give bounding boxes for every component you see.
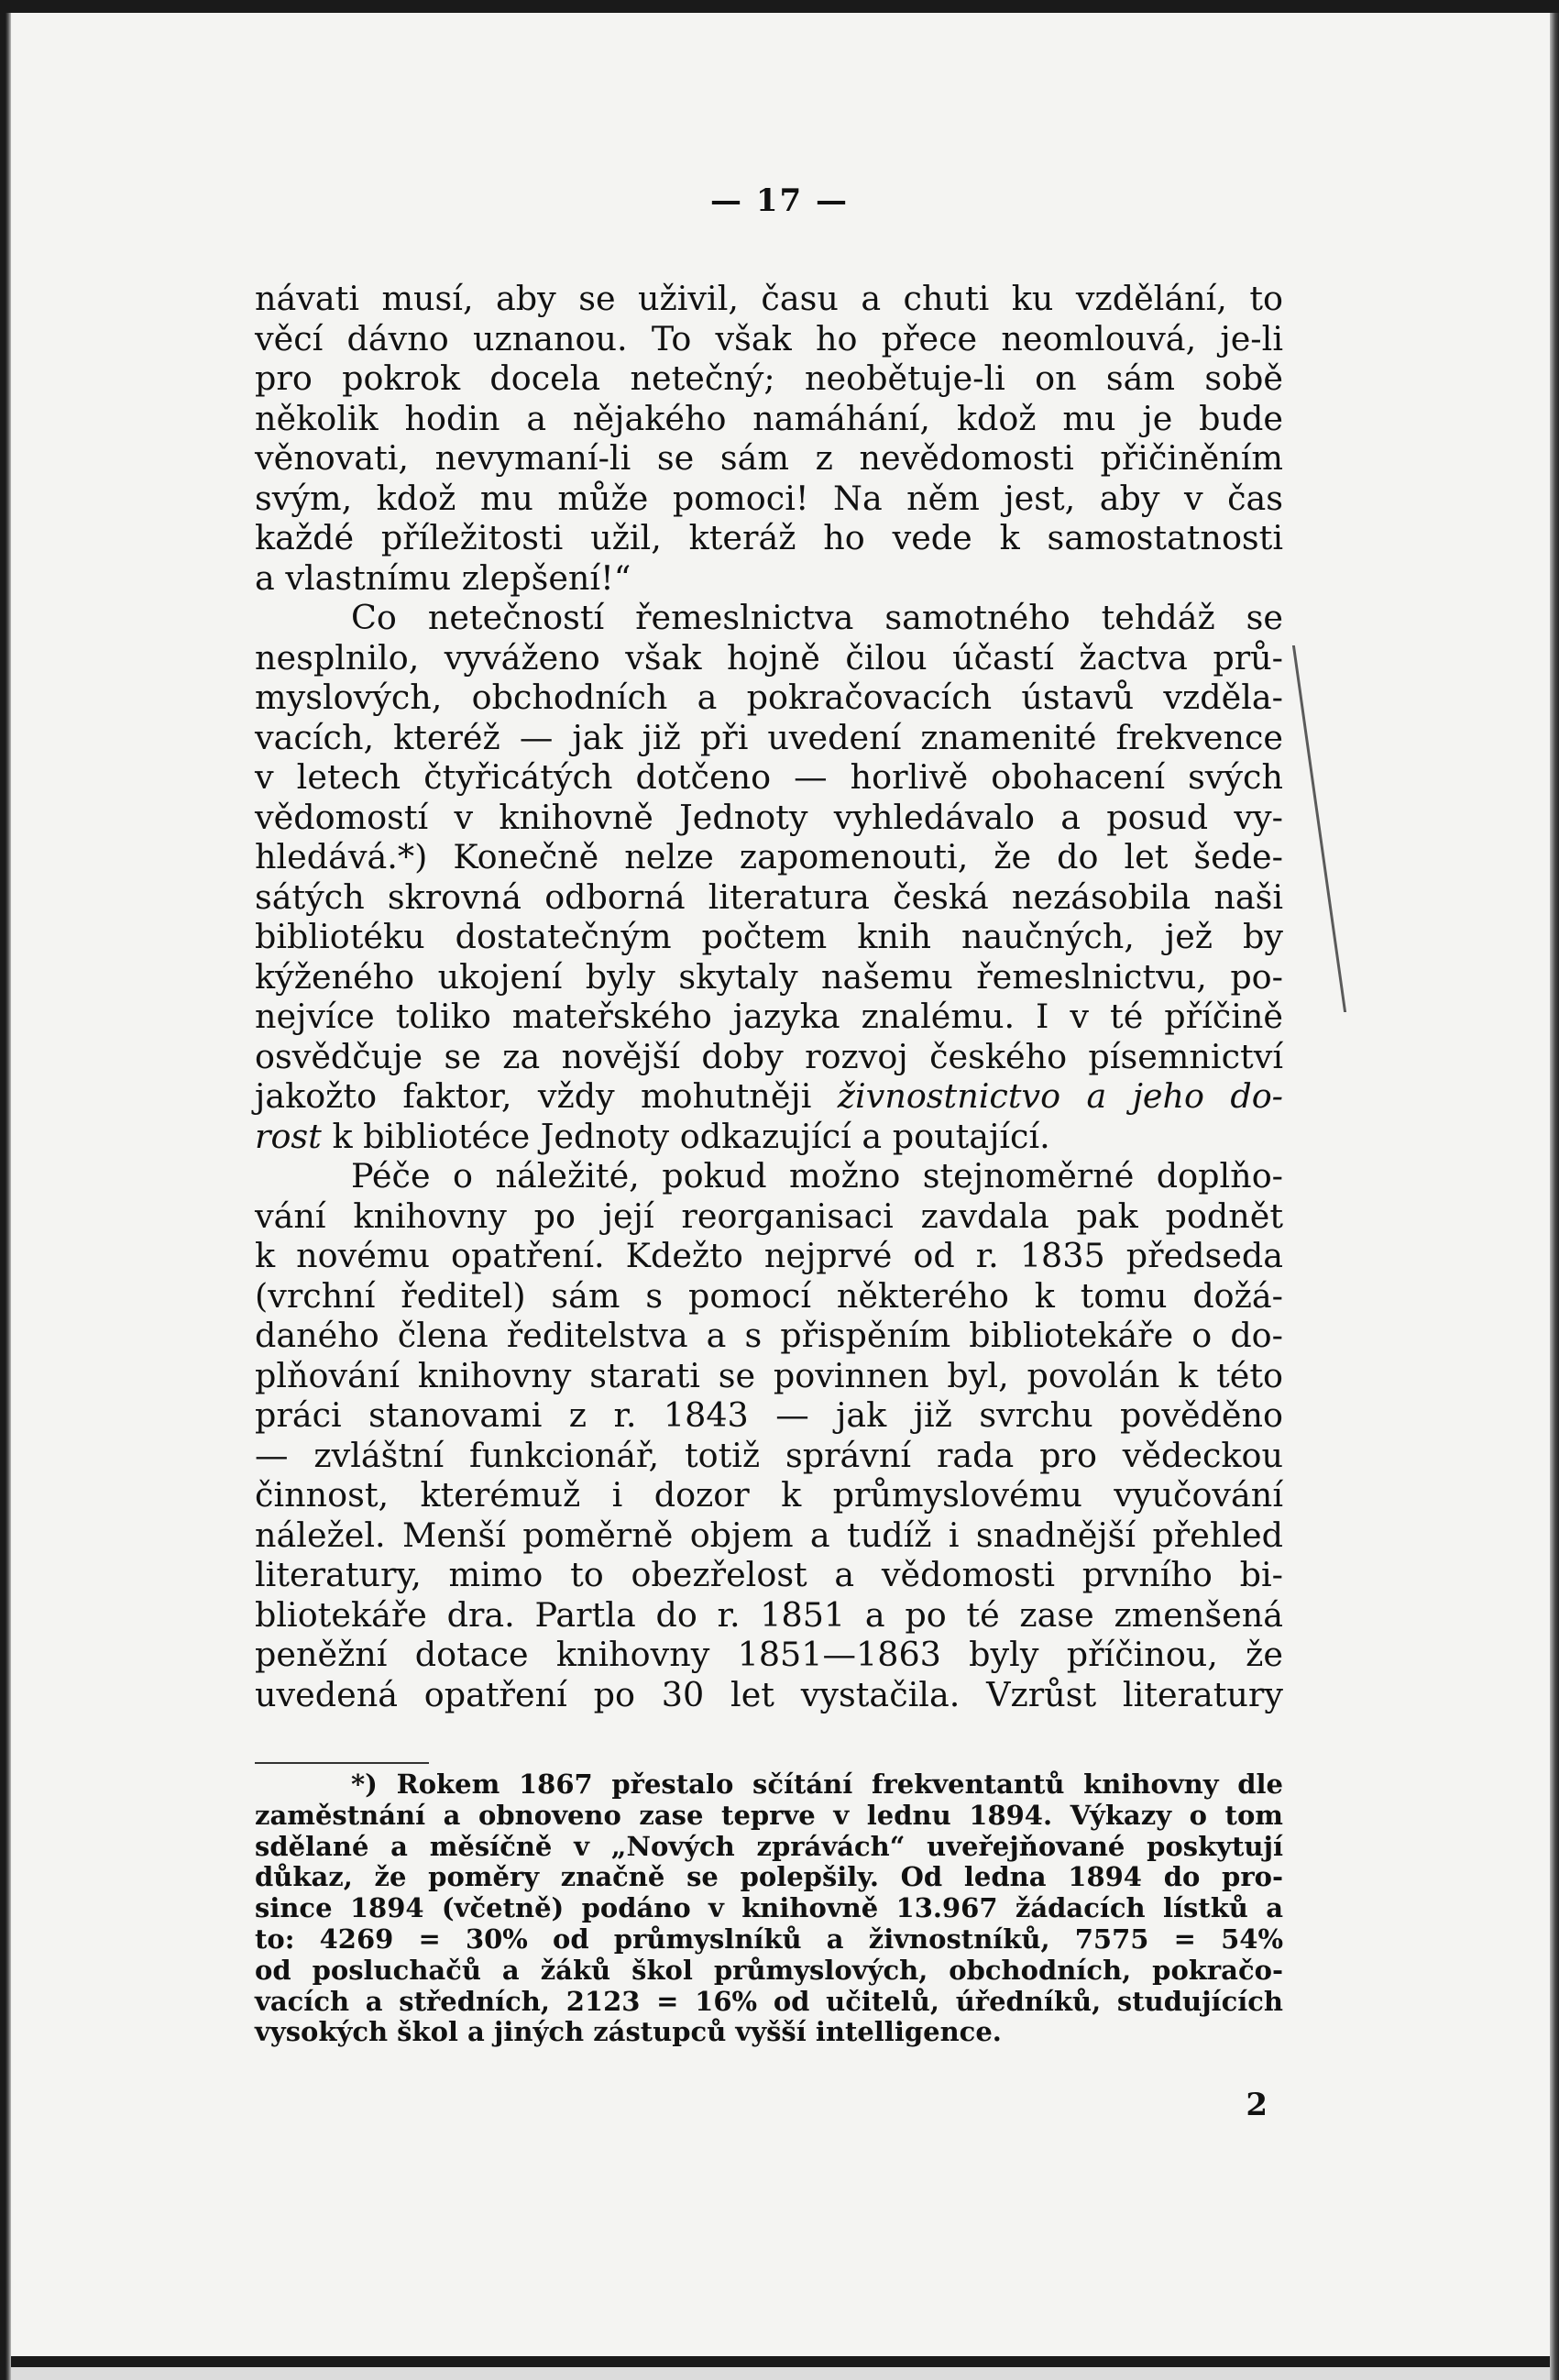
text-line: myslových, obchodních a pokračovacích ústavů vzděla- bbox=[255, 678, 1283, 717]
text-line: nesplnilo, vyváženo však hojně čilou účastí žactva prů- bbox=[255, 637, 1283, 678]
page-number: — 17 — bbox=[710, 182, 849, 219]
italic-phrase: živnostnictvo a jeho do- bbox=[837, 1076, 1284, 1116]
signature-mark: 2 bbox=[1246, 2087, 1268, 2123]
footnote-line: zaměstnání a obnoveno zase teprve v lednu 1894. Výkazy o tom bbox=[255, 1799, 1283, 1831]
text-segment: k bibliotéce Jednoty odkazující a poutající. bbox=[332, 1116, 1050, 1156]
footnote-separator bbox=[255, 1762, 429, 1764]
text-line: nejvíce toliko mateřského jazyka znalému. I v té příčině bbox=[255, 997, 1283, 1036]
text-line: bibliotéku dostatečným počtem knih naučných, jež by bbox=[255, 917, 1283, 956]
text-line: vacích, kteréž — jak již při uvedení znamenité frekvence bbox=[255, 717, 1283, 757]
text-line: peněžní dotace knihovny 1851—1863 byly příčinou, že bbox=[255, 1635, 1283, 1674]
text-line: několik hodin a nějakého namáhání, kdož mu je bude bbox=[255, 398, 1283, 438]
footnote-line: od posluchačů a žáků škol průmyslových, obchodních, pokračo- bbox=[255, 1954, 1283, 1986]
text-line: pro pokrok docela netečný; neobětuje-li on sám sobě bbox=[255, 358, 1283, 398]
text-line: bliotekáře dra. Partla do r. 1851 a po té zase zmenšená bbox=[255, 1594, 1283, 1635]
text-line: věcí dávno uznanou. To však ho přece neomlouvá, je-li bbox=[255, 318, 1283, 358]
page-binding-edge bbox=[0, 13, 11, 2380]
footnote-line: sdělané a měsíčně v „Nových zprávách“ uveřejňované poskytují bbox=[255, 1830, 1283, 1862]
text-line: vání knihovny po její reorganisaci zavdala pak podnět bbox=[255, 1196, 1283, 1236]
footnote-line: to: 4269 = 30% od průmyslníků a živnostníků, 7575 = 54% bbox=[255, 1923, 1283, 1955]
text-line: věnovati, nevymaní-li se sám z nevědomosti přičiněním bbox=[255, 438, 1283, 478]
text-line: náležel. Menší poměrně objem a tudíž i snadnější přehled bbox=[255, 1515, 1283, 1555]
text-line: Co netečností řemeslnictva samotného tehdáž se bbox=[351, 598, 1283, 637]
text-line: plňování knihovny starati se povinnen byl, povolán k této bbox=[255, 1355, 1283, 1395]
text-line: k novému opatření. Kdežto nejprvé od r. 1835 předseda bbox=[255, 1236, 1283, 1275]
footnote bbox=[255, 1769, 1283, 2048]
text-line: práci stanovami z r. 1843 — jak již svrchu pověděno bbox=[255, 1395, 1283, 1435]
text-line: — zvláštní funkcionář, totiž správní rada pro vědeckou bbox=[255, 1435, 1283, 1475]
footnote-line: vysokých škol a jiných zástupců vyšší intelligence. bbox=[255, 2016, 1002, 2048]
text-line: hledává.*) Konečně nelze zapomenouti, že do let šede- bbox=[255, 837, 1283, 876]
text-line: vědomostí v knihovně Jednoty vyhledávalo a posud vy- bbox=[255, 797, 1283, 837]
text-line: činnost, kterémuž i dozor k průmyslovému vyučování bbox=[255, 1475, 1283, 1515]
text-line: (vrchní ředitel) sám s pomocí některého k tomu dožá- bbox=[255, 1275, 1283, 1316]
footnote-line: důkaz, že poměry značně se polepšily. Od ledna 1894 do pro- bbox=[255, 1861, 1283, 1893]
text-line: daného člena ředitelstva a s přispěním bibliotekáře o do- bbox=[255, 1316, 1283, 1355]
text-line: osvědčuje se za novější doby rozvoj českého písemnictví bbox=[255, 1036, 1283, 1076]
page-right-edge bbox=[1550, 13, 1559, 2380]
italic-phrase: rost bbox=[255, 1116, 322, 1156]
text-line-with-italic bbox=[255, 1076, 1283, 1117]
text-line: sátých skrovná odborná literatura česká nezásobila naši bbox=[255, 876, 1283, 917]
footnote-line: since 1894 (včetně) podáno v knihovně 13.967 žádacích lístků a bbox=[255, 1892, 1283, 1924]
text-line: uvedená opatření po 30 let vystačila. Vzrůst literatury bbox=[255, 1674, 1283, 1714]
text-segment: jakožto faktor, vždy mohutněji bbox=[255, 1076, 812, 1116]
text-line: každé příležitosti užil, kteráž ho vede k samostatnosti bbox=[255, 518, 1283, 557]
text-line: literatury, mimo to obezřelost a vědomosti prvního bi- bbox=[255, 1555, 1283, 1594]
text-line: a vlastnímu zlepšení!“ bbox=[255, 557, 631, 598]
footnote-line: *) Rokem 1867 přestalo sčítání frekventantů knihovny dle bbox=[351, 1768, 1283, 1800]
text-line: návati musí, aby se uživil, času a chuti ku vzdělání, to bbox=[255, 279, 1283, 318]
text-line: svým, kdož mu může pomoci! Na něm jest, aby v čas bbox=[255, 478, 1283, 518]
text-line: Péče o náležité, pokud možno stejnoměrné doplňo- bbox=[351, 1156, 1283, 1196]
footnote-line: vacích a středních, 2123 = 16% od učitelů, úředníků, studujících bbox=[255, 1985, 1283, 2017]
text-line: kýženého ukojení byly skytaly našemu řemeslnictvu, po- bbox=[255, 956, 1283, 997]
margin-pencil-mark bbox=[1292, 645, 1401, 1012]
body-text bbox=[255, 279, 1283, 1714]
text-line-with-italic bbox=[255, 1117, 1283, 1157]
text-line: v letech čtyřicátých dotčeno — horlivě obohacení svých bbox=[255, 757, 1283, 797]
